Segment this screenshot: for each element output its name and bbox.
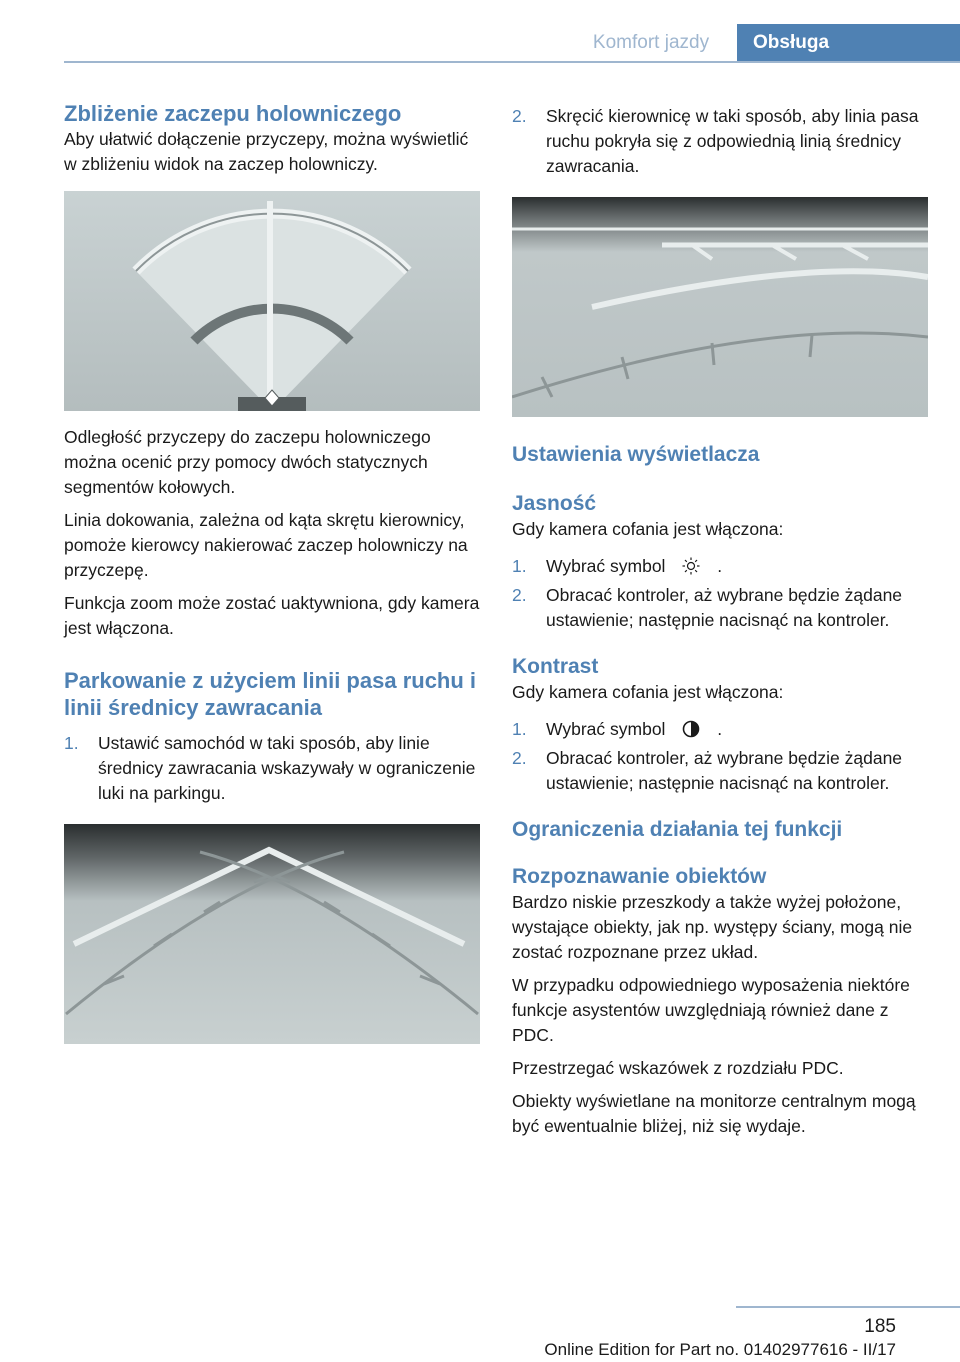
footer-rule — [736, 1306, 960, 1308]
turning-radius-lines-figure — [64, 824, 480, 1044]
header-section-tab: Komfort jazdy — [592, 32, 710, 53]
para-zoom: Funkcja zoom może zostać uaktywniona, gdy kamera jest włączona. — [64, 593, 480, 638]
parking-steps-list — [64, 731, 480, 806]
heading-tow-zoom: Zbliżenie zaczepu holowniczego — [64, 101, 402, 126]
para-objects-1: Bardzo niskie przeszkody a także wyżej położone, wystające obiekty, jak np. występy ściany, mogą nie zostać rozpoznane przez układ. — [512, 892, 913, 962]
half-circle-icon — [680, 720, 702, 738]
page-number: 185 — [864, 1316, 896, 1337]
brightness-steps — [512, 554, 928, 633]
parking-steps-continued — [512, 104, 928, 179]
list-item: 2. Obracać kontroler, aż wybrane będzie żądane ustawienie; następnie nacisnąć na kontroler. — [512, 585, 903, 630]
lane-lines-figure — [512, 197, 928, 417]
left-column — [64, 100, 480, 1044]
tow-hitch-zoom-figure — [64, 191, 480, 411]
para-tow-intro: Aby ułatwić dołączenie przyczepy, można wyświetlić w zbliżeniu widok na zaczep holowniczy. — [64, 129, 469, 174]
para-camera-on-2: Gdy kamera cofania jest włączona: — [512, 682, 784, 702]
heading-object-detection: Rozpoznawanie obiektów — [512, 865, 767, 888]
heading-limitations: Ograniczenia działania tej funkcji — [512, 818, 843, 841]
right-column — [512, 100, 928, 1139]
sun-icon — [680, 557, 702, 575]
list-item: 1. Wybrać symbol . — [512, 719, 723, 739]
heading-display-settings: Ustawienia wyświetlacza — [512, 443, 760, 466]
footer-edition: Online Edition for Part no. 01402977616 - II/17 — [544, 1340, 896, 1359]
list-item: 1. Ustawić samochód w taki sposób, aby linie średnicy zawracania wskazywały w ograniczenie luki na parkingu. — [64, 733, 476, 803]
list-item: 2. Skręcić kierownicę w taki sposób, aby linia pasa ruchu pokryła się z odpowiednią linią średnicy zawracania. — [512, 106, 919, 176]
para-distance: Odległość przyczepy do zaczepu holowniczego można ocenić przy pomocy dwóch statycznych segmentów kołowych. — [64, 427, 431, 497]
heading-brightness: Jasność — [512, 492, 597, 515]
para-objects-4: Obiekty wyświetlane na monitorze centralnym mogą być ewentualnie bliżej, niż się wydaje. — [512, 1091, 916, 1136]
heading-contrast: Kontrast — [512, 655, 599, 678]
header-active-tab: Obsługa — [737, 24, 960, 62]
header-rule — [64, 61, 960, 63]
para-docking-line: Linia dokowania, zależna od kąta skrętu kierownicy, pomoże kierowcy nakierować zaczep holowniczy na przyczepę. — [64, 510, 468, 580]
list-item: 2. Obracać kontroler, aż wybrane będzie żądane ustawienie; następnie nacisnąć na kontroler. — [512, 748, 903, 793]
page-header — [0, 0, 960, 62]
heading-parking-lines: Parkowanie z użyciem linii pasa ruchu i linii średnicy zawracania — [64, 668, 477, 720]
para-objects-2: W przypadku odpowiedniego wyposażenia niektóre funkcje asystentów uwzględniają również dane z PDC. — [512, 975, 910, 1045]
contrast-steps — [512, 717, 928, 796]
para-camera-on-1: Gdy kamera cofania jest włączona: — [512, 519, 784, 539]
list-item: 1. Wybrać symbol . — [512, 556, 723, 576]
para-objects-3: Przestrzegać wskazówek z rozdziału PDC. — [512, 1058, 844, 1078]
